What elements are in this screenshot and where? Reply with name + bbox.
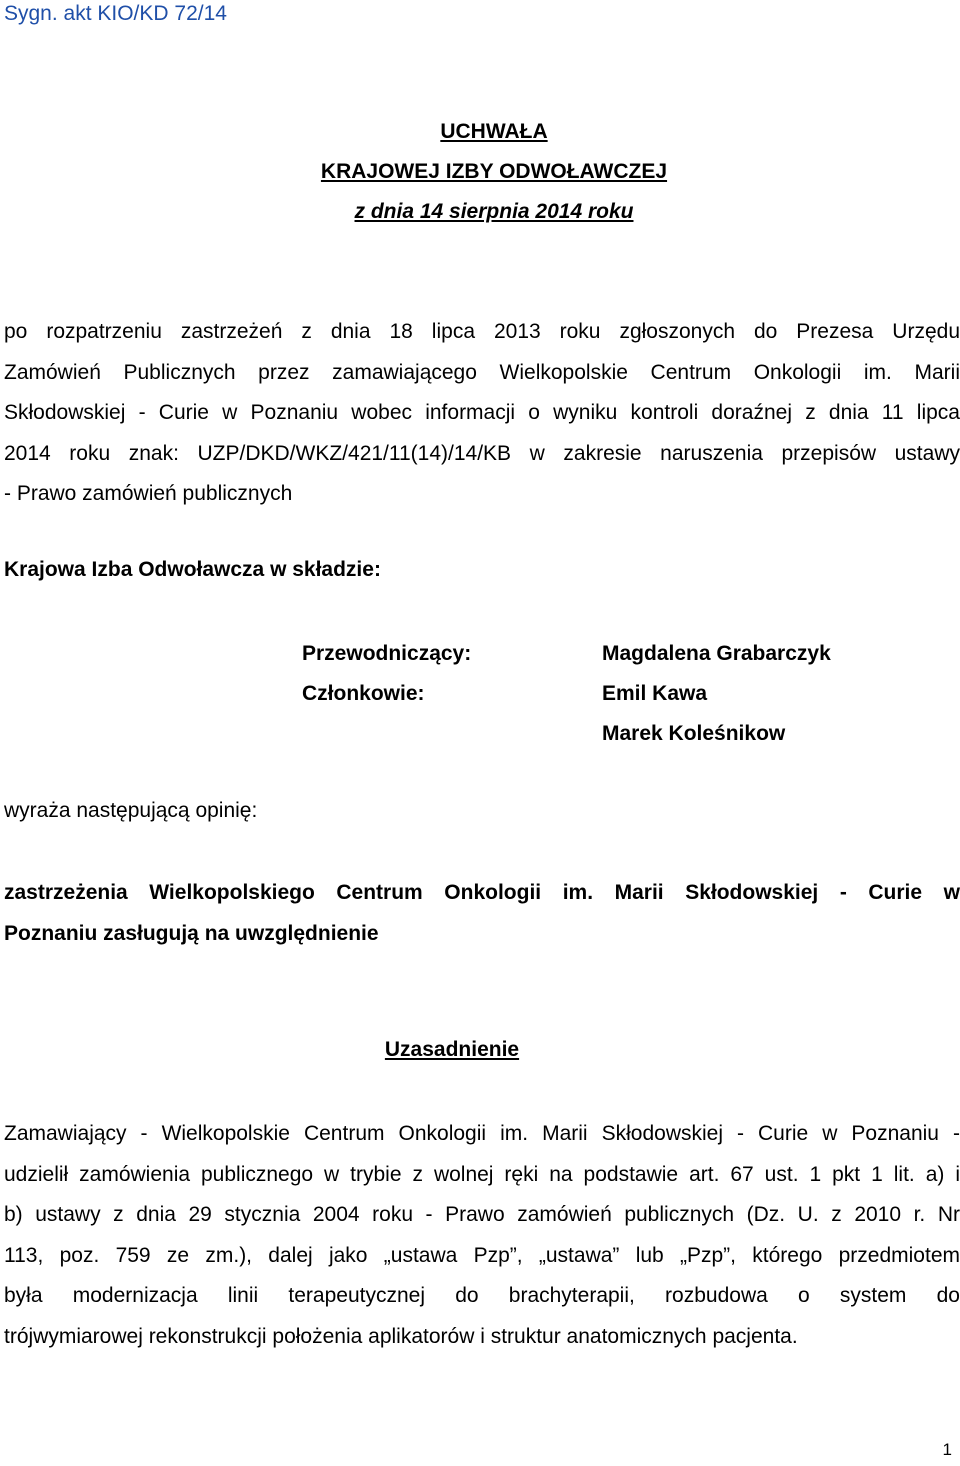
justification-heading-text: Uzasadnienie bbox=[384, 1038, 520, 1061]
justification-line: udzielił zamówienia publicznego w trybie z wolnej ręki na podstawie art. 67 ust. 1 pkt 1 lit. a) i bbox=[4, 1162, 960, 1186]
decision-line: Poznaniu zasługują na uwzględnienie bbox=[4, 921, 379, 945]
chair-name: Magdalena Grabarczyk bbox=[602, 642, 831, 665]
opinion-label: wyraża następującą opinię: bbox=[4, 799, 258, 822]
intro-line: Zamówień Publicznych przez zamawiającego Wielkopolskie Centrum Onkologii im. Marii bbox=[4, 360, 960, 384]
decision-line: zastrzeżenia Wielkopolskiego Centrum Onkologii im. Marii Skłodowskiej - Curie w bbox=[4, 881, 960, 904]
justification-line: trójwymiarowej rekonstrukcji położenia aplikatorów i struktur anatomicznych pacjenta. bbox=[4, 1324, 798, 1348]
intro-line: - Prawo zamówień publicznych bbox=[4, 482, 293, 505]
title-line-1: UCHWAŁA bbox=[440, 120, 548, 143]
composition-label: Krajowa Izba Odwoławcza w składzie: bbox=[4, 558, 381, 581]
panel-composition bbox=[302, 634, 922, 754]
resolution-date bbox=[0, 200, 960, 224]
chair-role: Przewodniczący: bbox=[302, 642, 472, 665]
title-line-2: KRAJOWEJ IZBY ODWOŁAWCZEJ bbox=[320, 160, 668, 183]
document-title bbox=[0, 120, 960, 144]
intro-line: 2014 roku znak: UZP/DKD/WKZ/421/11(14)/14/KB w zakresie naruszenia przepisów ustawy bbox=[4, 441, 960, 465]
page-number: 1 bbox=[942, 1440, 952, 1459]
title-line-3: z dnia 14 sierpnia 2014 roku bbox=[354, 200, 634, 223]
intro-line: Skłodowskiej - Curie w Poznaniu wobec informacji o wyniku kontroli doraźnej z dnia 11 lipca bbox=[4, 401, 960, 424]
members-role-spacer bbox=[302, 714, 602, 754]
justification-line: 113, poz. 759 ze zm.), dalej jako „ustawa Pzp”, „ustawa” lub „Pzp”, którego przedmiotem bbox=[4, 1243, 960, 1267]
member-row bbox=[302, 674, 922, 714]
justification-paragraph bbox=[4, 1114, 960, 1357]
member-name: Emil Kawa bbox=[602, 682, 708, 705]
member-name: Marek Koleśnikow bbox=[602, 722, 786, 745]
justification-heading bbox=[0, 1038, 904, 1062]
justification-line: b) ustawy z dnia 29 stycznia 2004 roku - Prawo zamówień publicznych (Dz. U. z 2010 r. Nr bbox=[4, 1203, 960, 1226]
intro-line: po rozpatrzeniu zastrzeżeń z dnia 18 lipca 2013 roku zgłoszonych do Prezesa Urzędu bbox=[4, 320, 960, 343]
member-row bbox=[302, 714, 922, 754]
justification-line: Zamawiający - Wielkopolskie Centrum Onkologii im. Marii Skłodowskiej - Curie w Poznaniu - bbox=[4, 1122, 960, 1145]
justification-line: była modernizacja linii terapeutycznej do brachyterapii, rozbudowa o system do bbox=[4, 1284, 960, 1307]
issuing-body bbox=[0, 160, 960, 184]
members-role: Członkowie: bbox=[302, 682, 425, 705]
chair-row bbox=[302, 634, 922, 674]
case-reference: Sygn. akt KIO/KD 72/14 bbox=[4, 2, 227, 25]
intro-paragraph bbox=[4, 312, 960, 515]
decision-paragraph bbox=[4, 873, 960, 954]
